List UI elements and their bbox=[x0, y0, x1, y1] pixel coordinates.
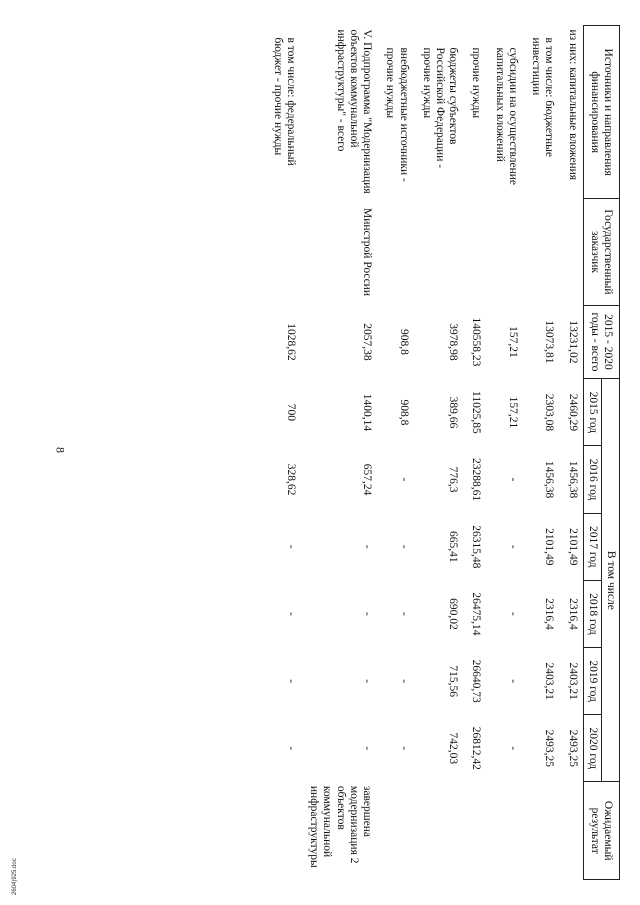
cell-source: внебюджетные источники - прочие нужды bbox=[384, 47, 410, 182]
cell-value: 657,24 bbox=[361, 463, 374, 496]
table-row bbox=[377, 26, 413, 880]
cell-value: 908,8 bbox=[397, 399, 410, 426]
cell-value: 2101,49 bbox=[543, 528, 556, 566]
table-row bbox=[463, 26, 486, 880]
cell-total: 908,8 bbox=[397, 329, 410, 355]
cell-value: 665,41 bbox=[447, 530, 460, 563]
header-year: 2019 год bbox=[583, 648, 601, 715]
cell-source: в том числе: бюджетные инвестиции bbox=[530, 37, 556, 157]
cell-result bbox=[486, 782, 522, 880]
cell-value: - bbox=[397, 679, 410, 684]
cell-value: 700 bbox=[285, 403, 298, 421]
rotated-table-container bbox=[60, 25, 620, 880]
cell-value: - bbox=[285, 746, 298, 751]
cell-value: 1456,38 bbox=[543, 460, 556, 499]
cell-value: - bbox=[506, 477, 519, 482]
cell-result bbox=[559, 782, 583, 880]
cell-value: - bbox=[361, 612, 374, 616]
table-row bbox=[486, 26, 522, 880]
cell-customer bbox=[377, 199, 413, 305]
cell-value: 157,21 bbox=[506, 396, 519, 429]
cell-value: 389,66 bbox=[447, 396, 460, 429]
cell-value: - bbox=[361, 746, 374, 751]
table-row bbox=[559, 26, 583, 880]
table-row bbox=[414, 26, 464, 880]
cell-value: - bbox=[361, 679, 374, 684]
cell-value: 2101,49 bbox=[566, 528, 579, 566]
cell-value: 11025,85 bbox=[470, 391, 483, 434]
cell-value: - bbox=[285, 679, 298, 684]
page-number: 8 bbox=[53, 447, 68, 453]
cell-source: в том числе: федеральный бюджет - прочие нужды bbox=[271, 37, 298, 166]
table-row bbox=[523, 26, 559, 880]
cell-total: 140558,23 bbox=[470, 317, 483, 367]
cell-customer bbox=[486, 199, 522, 305]
cell-value: 2316,4 bbox=[566, 598, 579, 630]
financing-table bbox=[265, 25, 620, 880]
cell-result bbox=[523, 782, 559, 880]
cell-source: V. Подпрограмма "Модернизация объектов коммунальной инфраструктуры" - всего bbox=[334, 29, 374, 194]
cell-value: 23288,61 bbox=[470, 458, 483, 502]
footer-filename: 2604)925.doc bbox=[12, 858, 18, 895]
cell-result bbox=[377, 782, 413, 880]
cell-customer: Минстрой России bbox=[361, 207, 374, 296]
cell-value: 1400,14 bbox=[361, 393, 374, 432]
cell-value: - bbox=[397, 544, 410, 549]
cell-value: 715,56 bbox=[447, 665, 460, 697]
cell-value: 2493,25 bbox=[543, 729, 556, 767]
cell-customer bbox=[265, 199, 301, 305]
header-year: 2015 год bbox=[583, 379, 601, 446]
cell-value: 26315,48 bbox=[470, 525, 483, 569]
cell-value: 2460,29 bbox=[566, 393, 579, 432]
cell-value: 2403,21 bbox=[566, 662, 579, 700]
cell-total: 1028,62 bbox=[285, 323, 298, 361]
cell-value: 26640,73 bbox=[470, 659, 483, 703]
cell-value: - bbox=[397, 477, 410, 482]
cell-value: - bbox=[285, 544, 298, 549]
cell-value: 2316,4 bbox=[543, 598, 556, 630]
cell-value: - bbox=[506, 746, 519, 751]
cell-result bbox=[463, 782, 486, 880]
cell-value: - bbox=[285, 612, 298, 616]
cell-value: - bbox=[397, 612, 410, 616]
cell-source: прочие нужды bbox=[470, 47, 483, 119]
cell-value: - bbox=[397, 746, 410, 751]
header-including: В том числе bbox=[601, 379, 619, 782]
cell-value: 690,02 bbox=[447, 598, 460, 630]
cell-value: 328,62 bbox=[285, 463, 298, 496]
header-result: Ожидаемый результат bbox=[583, 782, 619, 880]
cell-result bbox=[265, 782, 301, 880]
header-source: Источники и направления финансирования bbox=[583, 26, 619, 199]
cell-value: 2303,08 bbox=[543, 393, 556, 432]
cell-value: 742,03 bbox=[447, 732, 460, 765]
cell-source: из них: капитальные вложения bbox=[566, 29, 579, 181]
table-row bbox=[301, 26, 377, 880]
cell-total: 13231,02 bbox=[566, 320, 579, 364]
cell-customer bbox=[414, 199, 464, 305]
cell-value: 2493,25 bbox=[566, 729, 579, 767]
cell-customer bbox=[559, 199, 583, 305]
cell-result: завершена модернизация 2 объектов коммунальной инфраструктуры bbox=[308, 785, 374, 868]
cell-value: - bbox=[506, 544, 519, 549]
cell-value: 776,3 bbox=[447, 466, 460, 493]
table-row bbox=[265, 26, 301, 880]
header-year: 2020 год bbox=[583, 715, 601, 782]
cell-total: 157,21 bbox=[506, 326, 519, 358]
header-row-1 bbox=[601, 26, 619, 880]
header-year: 2017 год bbox=[583, 513, 601, 580]
cell-total: 13073,81 bbox=[543, 320, 556, 364]
cell-value: - bbox=[506, 612, 519, 616]
cell-customer bbox=[463, 199, 486, 305]
header-customer: Государственный заказчик bbox=[583, 199, 619, 305]
cell-value: 26812,42 bbox=[470, 726, 483, 770]
header-year: 2016 год bbox=[583, 446, 601, 513]
cell-source: бюджеты субъектов Российской Федерации - прочие нужды bbox=[420, 47, 460, 169]
cell-result bbox=[414, 782, 464, 880]
cell-value: - bbox=[506, 679, 519, 684]
cell-total: 3978,98 bbox=[447, 323, 460, 361]
header-total: 2015 - 2020 годы - всего bbox=[583, 305, 619, 379]
cell-source: субсидии на осуществление капитальных вложений bbox=[493, 47, 519, 185]
header-year: 2018 год bbox=[583, 580, 601, 647]
cell-value: 2403,21 bbox=[543, 662, 556, 700]
cell-total: 2057,38 bbox=[361, 323, 374, 361]
cell-value: 1456,38 bbox=[566, 460, 579, 499]
cell-value: - bbox=[361, 544, 374, 549]
cell-value: 26475,14 bbox=[470, 592, 483, 636]
cell-customer bbox=[523, 199, 559, 305]
